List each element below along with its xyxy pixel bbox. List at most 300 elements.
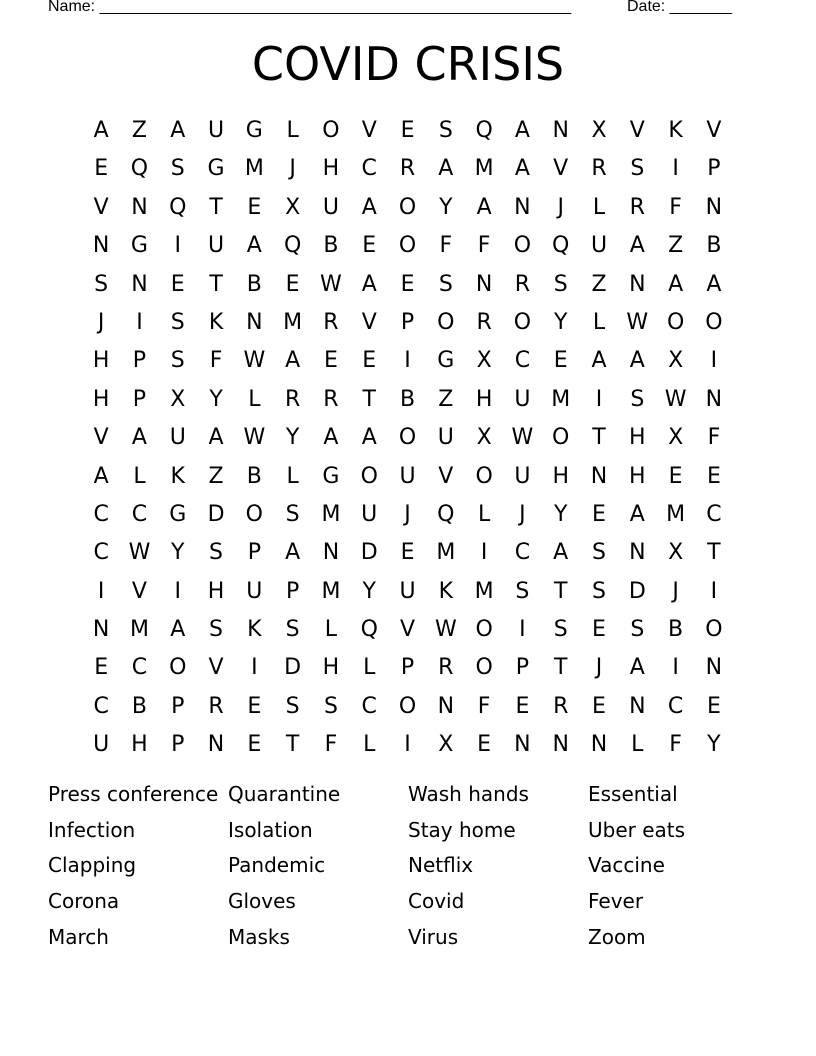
grid-letter: A <box>361 271 377 297</box>
grid-letter: S <box>94 271 109 297</box>
grid-row <box>82 534 734 572</box>
grid-letter: F <box>707 425 721 451</box>
grid-letter: J <box>404 501 411 527</box>
grid-letter: W <box>128 540 151 566</box>
grid-letter: O <box>513 233 532 259</box>
grid-letter: N <box>131 271 148 297</box>
grid-letter: U <box>437 425 454 451</box>
grid-letter: E <box>247 732 262 758</box>
grid-letter: T <box>553 655 568 681</box>
grid-letter: O <box>437 309 455 335</box>
grid-letter: N <box>514 732 531 758</box>
grid-letter: E <box>477 732 492 758</box>
grid-letter: E <box>170 271 185 297</box>
grid-row <box>82 381 734 419</box>
grid-letter: T <box>553 578 568 604</box>
grid-letter: L <box>286 118 299 143</box>
grid-letter: U <box>322 194 339 220</box>
grid-letter: B <box>131 693 147 719</box>
grid-letter: R <box>323 309 339 335</box>
grid-letter: Y <box>439 194 453 220</box>
grid-letter: Z <box>208 463 224 489</box>
grid-letter: I <box>404 348 411 374</box>
grid-letter: S <box>630 617 645 643</box>
grid-letter: Z <box>438 386 454 412</box>
word-bank-item: Vaccine <box>588 853 665 878</box>
word-bank-item: Netflix <box>408 853 474 878</box>
grid-letter: U <box>399 463 416 489</box>
grid-letter: D <box>207 501 225 527</box>
grid-letter: E <box>668 463 683 489</box>
grid-letter: A <box>629 233 645 259</box>
grid-letter: C <box>93 540 109 566</box>
grid-letter: N <box>437 693 455 719</box>
grid-letter: B <box>246 271 262 297</box>
grid-letter: O <box>245 501 263 527</box>
grid-letter: L <box>324 617 338 643</box>
grid-letter: A <box>514 118 530 143</box>
grid-letter: Y <box>285 425 300 451</box>
grid-letter: N <box>92 233 110 259</box>
grid-letter: N <box>552 732 569 758</box>
grid-letter: H <box>629 425 646 451</box>
word-bank-item: Wash hands <box>408 782 529 806</box>
grid-letter: A <box>553 540 569 566</box>
grid-letter: A <box>131 425 147 451</box>
grid-letter: A <box>514 156 530 182</box>
grid-letter: E <box>323 348 338 374</box>
grid-letter: E <box>285 271 300 297</box>
grid-letter: U <box>169 425 186 451</box>
word-search-grid <box>82 112 734 765</box>
word-bank-item: Fever <box>588 889 644 914</box>
grid-letter: P <box>171 732 185 758</box>
grid-letter: A <box>476 194 492 220</box>
grid-letter: B <box>323 233 339 259</box>
grid-letter: C <box>361 693 377 719</box>
word-bank-item: Gloves <box>228 889 296 914</box>
grid-letter: V <box>706 118 722 143</box>
word-bank-item: Infection <box>48 817 136 842</box>
grid-row <box>82 304 734 342</box>
word-bank-item: Quarantine <box>228 782 341 806</box>
grid-letter: Z <box>591 271 607 297</box>
grid-letter: H <box>207 578 225 604</box>
grid-letter: S <box>285 617 300 643</box>
grid-letter: B <box>706 233 722 259</box>
grid-letter: U <box>93 732 110 758</box>
date-field-label: Date: _______ <box>627 0 732 15</box>
grid-letter: L <box>363 655 376 681</box>
grid-letter: G <box>130 233 148 259</box>
word-bank-item: Covid <box>408 889 465 914</box>
grid-letter: A <box>629 655 645 681</box>
grid-letter: H <box>92 386 110 412</box>
grid-letter: U <box>514 463 531 489</box>
grid-letter: J <box>672 578 679 604</box>
grid-letter: N <box>629 540 646 566</box>
grid-letter: E <box>400 271 415 297</box>
grid-letter: K <box>668 118 683 143</box>
grid-letter: M <box>321 578 341 604</box>
grid-letter: S <box>285 501 300 527</box>
grid-letter: U <box>207 118 225 143</box>
grid-letter: S <box>170 309 185 335</box>
grid-letter: Q <box>283 233 302 259</box>
grid-letter: O <box>322 118 340 143</box>
grid-letter: B <box>246 463 262 489</box>
word-bank-item: Zoom <box>588 924 646 949</box>
grid-letter: N <box>705 655 723 681</box>
grid-letter: S <box>630 156 645 182</box>
grid-letter: W <box>243 425 266 451</box>
grid-letter: M <box>283 309 303 335</box>
grid-letter: H <box>92 348 110 374</box>
grid-letter: H <box>552 463 569 489</box>
grid-letter: Y <box>171 540 185 566</box>
grid-letter: S <box>553 617 568 643</box>
grid-letter: S <box>592 578 606 604</box>
grid-letter: C <box>361 156 377 182</box>
grid-row <box>82 726 734 764</box>
grid-letter: W <box>511 425 534 451</box>
grid-letter: N <box>705 386 723 412</box>
grid-letter: K <box>247 617 262 643</box>
grid-letter: A <box>285 540 301 566</box>
grid-letter: N <box>514 194 531 220</box>
grid-letter: K <box>438 578 454 604</box>
grid-letter: Y <box>553 501 568 527</box>
grid-row <box>82 227 734 265</box>
word-bank-item: March <box>48 924 109 949</box>
grid-letter: A <box>438 156 454 182</box>
grid-row <box>82 496 734 534</box>
grid-letter: E <box>400 118 415 143</box>
grid-letter: O <box>475 655 493 681</box>
grid-letter: H <box>322 156 340 182</box>
grid-letter: J <box>97 309 105 335</box>
grid-letter: C <box>514 540 531 566</box>
grid-letter: P <box>132 386 147 412</box>
grid-letter: A <box>170 617 186 643</box>
grid-letter: L <box>363 732 376 758</box>
grid-letter: L <box>477 501 491 527</box>
grid-letter: R <box>438 655 454 681</box>
grid-letter: A <box>208 425 224 451</box>
grid-letter: S <box>515 578 530 604</box>
grid-letter: G <box>207 156 225 182</box>
grid-letter: E <box>94 655 109 681</box>
grid-letter: A <box>591 348 607 374</box>
grid-letter: U <box>590 233 608 259</box>
grid-letter: F <box>669 194 682 220</box>
grid-letter: Q <box>130 156 149 182</box>
grid-letter: M <box>129 617 149 643</box>
grid-letter: S <box>323 693 338 719</box>
grid-letter: M <box>321 501 341 527</box>
grid-letter: N <box>590 732 608 758</box>
grid-letter: C <box>131 501 148 527</box>
grid-letter: S <box>630 386 645 412</box>
grid-letter: Q <box>552 233 570 259</box>
grid-letter: G <box>437 348 455 374</box>
grid-letter: G <box>245 118 263 143</box>
grid-letter: K <box>170 463 185 489</box>
grid-letter: E <box>592 617 606 643</box>
grid-letter: P <box>515 655 530 681</box>
grid-letter: V <box>399 617 416 643</box>
grid-letter: Q <box>169 194 187 220</box>
grid-letter: Q <box>360 617 378 643</box>
grid-letter: I <box>710 348 718 374</box>
grid-letter: H <box>475 386 493 412</box>
grid-letter: A <box>629 348 645 374</box>
grid-letter: V <box>629 118 645 143</box>
grid-letter: T <box>209 271 223 297</box>
grid-letter: M <box>244 156 264 182</box>
grid-letter: S <box>438 271 453 297</box>
grid-letter: F <box>477 233 491 259</box>
grid-letter: E <box>592 501 606 527</box>
grid-letter: F <box>324 732 338 758</box>
grid-letter: Y <box>362 578 376 604</box>
grid-letter: E <box>515 693 530 719</box>
grid-letter: J <box>557 194 564 220</box>
grid-letter: S <box>553 271 568 297</box>
grid-letter: X <box>438 732 454 758</box>
grid-letter: I <box>251 655 258 681</box>
grid-letter: E <box>247 693 262 719</box>
grid-letter: O <box>398 233 417 259</box>
word-bank-item: Press conference <box>48 782 219 806</box>
grid-letter: E <box>400 540 415 566</box>
grid-letter: N <box>207 732 225 758</box>
grid-letter: M <box>551 386 571 412</box>
grid-letter: C <box>667 693 684 719</box>
grid-letter: O <box>666 309 685 335</box>
grid-letter: A <box>246 233 262 259</box>
grid-letter: M <box>474 578 494 604</box>
grid-letter: P <box>400 655 415 681</box>
grid-letter: V <box>361 309 377 335</box>
grid-letter: N <box>322 540 340 566</box>
grid-letter: E <box>592 693 606 719</box>
grid-letter: H <box>629 463 646 489</box>
grid-letter: P <box>285 578 300 604</box>
grid-letter: O <box>398 693 417 719</box>
grid-letter: R <box>476 309 492 335</box>
grid-letter: O <box>169 655 187 681</box>
grid-letter: A <box>170 118 186 143</box>
grid-letter: S <box>209 617 224 643</box>
grid-letter: C <box>93 501 109 527</box>
grid-letter: D <box>360 540 378 566</box>
grid-letter: I <box>672 655 679 681</box>
grid-letter: A <box>629 501 645 527</box>
grid-letter: X <box>591 118 607 143</box>
grid-letter: V <box>93 425 109 451</box>
grid-letter: V <box>131 578 147 604</box>
grid-letter: D <box>628 578 646 604</box>
grid-letter: O <box>360 463 378 489</box>
grid-letter: A <box>93 118 109 143</box>
grid-letter: R <box>323 386 339 412</box>
grid-letter: O <box>513 309 532 335</box>
grid-letter: X <box>170 386 186 412</box>
grid-row <box>82 150 734 188</box>
grid-letter: V <box>361 118 377 143</box>
grid-letter: X <box>668 540 684 566</box>
grid-letter: F <box>209 348 223 374</box>
grid-letter: P <box>400 309 415 335</box>
grid-letter: K <box>208 309 224 335</box>
grid-letter: O <box>398 425 417 451</box>
grid-letter: V <box>553 156 569 182</box>
grid-row <box>82 688 734 726</box>
grid-letter: B <box>399 386 416 412</box>
grid-letter: L <box>592 194 606 220</box>
word-bank-item: Stay home <box>408 817 516 842</box>
grid-letter: R <box>284 386 301 412</box>
word-bank-item: Isolation <box>228 817 313 842</box>
grid-row <box>82 458 734 496</box>
grid-letter: G <box>322 463 340 489</box>
grid-letter: Y <box>553 309 568 335</box>
word-bank-item: Essential <box>588 782 678 806</box>
grid-letter: U <box>399 578 416 604</box>
grid-letter: E <box>362 233 377 259</box>
grid-letter: A <box>285 348 301 374</box>
grid-letter: I <box>174 578 181 604</box>
grid-letter: M <box>666 501 686 527</box>
grid-row <box>82 112 734 150</box>
grid-letter: N <box>92 617 110 643</box>
grid-letter: U <box>207 233 225 259</box>
grid-letter: X <box>476 348 492 374</box>
grid-letter: O <box>398 194 417 220</box>
grid-row <box>82 573 734 611</box>
grid-letter: Z <box>131 118 147 143</box>
grid-letter: L <box>631 732 644 758</box>
grid-letter: S <box>209 540 224 566</box>
grid-letter: R <box>514 271 531 297</box>
grid-letter: T <box>285 732 300 758</box>
grid-letter: W <box>434 617 457 643</box>
grid-row <box>82 342 734 380</box>
grid-letter: Q <box>475 118 493 143</box>
grid-letter: A <box>93 463 109 489</box>
grid-letter: I <box>404 732 411 758</box>
grid-letter: F <box>669 732 682 758</box>
grid-letter: C <box>514 348 531 374</box>
grid-letter: F <box>439 233 453 259</box>
grid-letter: W <box>626 309 649 335</box>
word-bank-item: Corona <box>48 889 120 914</box>
grid-letter: I <box>97 578 105 604</box>
grid-letter: C <box>706 501 722 527</box>
grid-letter: M <box>436 540 456 566</box>
grid-row <box>82 266 734 304</box>
grid-letter: U <box>361 501 378 527</box>
grid-letter: Q <box>437 501 455 527</box>
word-bank-item: Pandemic <box>228 853 326 878</box>
grid-letter: B <box>668 617 684 643</box>
grid-letter: A <box>323 425 339 451</box>
grid-letter: W <box>320 271 342 297</box>
grid-letter: J <box>595 655 603 681</box>
grid-letter: N <box>246 309 263 335</box>
grid-letter: N <box>629 271 646 297</box>
grid-letter: C <box>131 655 148 681</box>
grid-letter: P <box>171 693 185 719</box>
grid-letter: F <box>477 693 491 719</box>
grid-row <box>82 649 734 687</box>
grid-letter: D <box>284 655 302 681</box>
grid-letter: S <box>592 540 606 566</box>
grid-letter: T <box>707 540 721 566</box>
grid-letter: R <box>553 693 569 719</box>
grid-letter: R <box>629 194 645 220</box>
word-bank-item: Masks <box>228 924 290 949</box>
grid-letter: N <box>131 194 148 220</box>
grid-letter: O <box>475 617 493 643</box>
grid-letter: E <box>706 463 721 489</box>
grid-letter: L <box>248 386 261 412</box>
grid-letter: W <box>243 348 266 374</box>
grid-letter: R <box>208 693 224 719</box>
grid-letter: I <box>174 233 181 259</box>
grid-letter: I <box>672 156 679 182</box>
grid-letter: W <box>664 386 687 412</box>
grid-letter: O <box>705 309 723 335</box>
grid-letter: P <box>247 540 261 566</box>
grid-letter: G <box>169 501 187 527</box>
grid-letter: U <box>246 578 263 604</box>
word-bank-item: Clapping <box>48 853 137 878</box>
grid-letter: X <box>285 194 301 220</box>
grid-letter: I <box>519 617 526 643</box>
grid-letter: I <box>710 578 718 604</box>
grid-letter: S <box>170 348 185 374</box>
grid-letter: T <box>362 386 376 412</box>
grid-letter: U <box>514 386 531 412</box>
grid-letter: S <box>170 156 185 182</box>
grid-letter: V <box>208 655 224 681</box>
grid-letter: Y <box>707 732 721 758</box>
grid-letter: S <box>285 693 300 719</box>
grid-letter: C <box>93 693 109 719</box>
grid-letter: I <box>136 309 143 335</box>
grid-letter: A <box>361 425 377 451</box>
grid-letter: E <box>362 348 377 374</box>
grid-letter: P <box>707 156 721 182</box>
grid-letter: I <box>480 540 488 566</box>
grid-letter: H <box>131 732 148 758</box>
grid-letter: X <box>668 348 684 374</box>
grid-letter: N <box>475 271 493 297</box>
grid-letter: A <box>361 194 377 220</box>
grid-letter: X <box>668 425 684 451</box>
grid-letter: J <box>519 501 526 527</box>
grid-letter: A <box>706 271 722 297</box>
grid-letter: O <box>705 617 723 643</box>
grid-letter: T <box>592 425 606 451</box>
grid-row <box>82 611 734 649</box>
grid-letter: Z <box>668 233 684 259</box>
grid-letter: V <box>438 463 454 489</box>
grid-letter: L <box>592 309 606 335</box>
grid-letter: E <box>553 348 568 374</box>
